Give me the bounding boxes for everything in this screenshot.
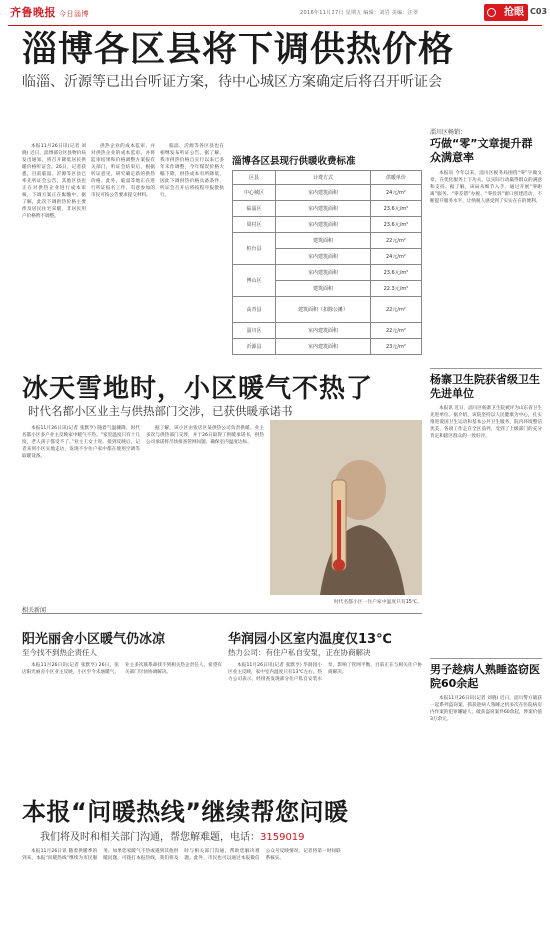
right-headline-3: 男子趁病人熟睡盗窃医院60余起	[430, 663, 540, 690]
photo-caption: 时代名都小区一住户家中温度只有15℃。	[333, 600, 422, 605]
table-cell: 22元/m²	[370, 297, 421, 323]
table-cell: 建筑面积	[276, 281, 371, 297]
masthead: 齐鲁晚报 今日淄博	[10, 6, 89, 19]
related-headline-b: 华润园小区室内温度仅13℃	[228, 632, 392, 647]
photo-illustration	[270, 420, 422, 595]
table-row	[233, 339, 422, 355]
table-row	[233, 201, 422, 217]
story2-subhead: 时代名都小区业主与供热部门交涉，已获供暖承诺书	[28, 404, 293, 418]
table-cell: 博山区	[233, 265, 276, 297]
table-cell: 淄川区	[233, 323, 276, 339]
table-cell: 高青县	[233, 297, 276, 323]
table-row	[233, 297, 422, 323]
masthead-sub: 今日淄博	[59, 10, 89, 18]
story3-headline: 本报“问暖热线”继续帮您问暖	[22, 798, 349, 826]
divider	[22, 613, 422, 614]
table-cell: 22.3元/m²	[370, 281, 421, 297]
table-title: 淄博各区县现行供暖收费标准	[232, 156, 356, 167]
right-column-text-2: 本报讯 近日，淄川区杨寨卫生院被评为山东省卫生先进单位。据介绍，该院坚持以人民健康为中心，扎实推进爱国卫生运动和基本公共卫生服务，院内环境整洁优美，各项工作走在全区前列，受到了上级部门的充分肯定和辖区群众的一致好评。	[430, 406, 542, 439]
table-cell: 室内建筑面积	[276, 185, 371, 201]
table-header-cell: 区县	[233, 171, 276, 185]
header-rule	[8, 25, 542, 26]
table-cell: 室内建筑面积	[276, 201, 371, 217]
table-header-cell: 计费方式	[276, 171, 371, 185]
table-cell: 桓台县	[233, 233, 276, 265]
table-header-row	[233, 171, 422, 185]
table-cell: 建筑面积（扣除公摊）	[276, 297, 371, 323]
table-row	[233, 233, 422, 249]
hotline-number: 3159019	[260, 832, 305, 843]
main-subhead: 临淄、沂源等已出台听证方案，待中心城区方案确定后将召开听证会	[22, 74, 442, 90]
table-row	[233, 265, 422, 281]
story2-column-1: 本报11月26日讯(记者 张默亨) 随着气温骤降，时代名都小区多户业主反映家中暖气不热。“家里温度只有十几度，老人孩子都受不了。”业主王女士说。接到反映后，记者来到小区实地走访，发现不少住户家中都在使用空调等取暖设备。	[22, 426, 140, 459]
table-cell: 周村区	[233, 217, 276, 233]
eye-icon	[487, 8, 496, 17]
related-text-b: 本报11月26日讯(记者 张默亨) 华润园小区业主反映，家中室内温度只有13℃左右。热力公司表示，经排查发现部分住户私自安装水泵，影响了管网平衡，目前正在与相关住户协商解决。	[228, 663, 422, 682]
story1-column-2: 供热企业的成本监审，并对供热企业的成本监审，并将监审结果和价格调整方案报有关部门，听证会结束后，根据听证意见，研究确定新的供热价格。此外，临淄等地正在进行听证报名工作，有意参加的市民可按公告要求提交材料。	[91, 144, 155, 198]
story1-column-3: 临淄、沂源等各区县也在相继发布听证公告。据了解，我市供热价格自实行以来已多年未作调整，今年煤炭价格大幅下降，供热成本有所降低，因此下调供热价格具备条件，听证会召开后将按程序报批执行。	[160, 144, 224, 198]
table-cell: 室内建筑面积	[276, 339, 371, 355]
thermometer-photo	[270, 420, 422, 595]
table-cell: 室内建筑面积	[276, 249, 371, 265]
table-cell: 室内建筑面积	[276, 323, 371, 339]
related-subhead-b: 热力公司：有住户私自安泵，正在协商解决	[228, 648, 371, 657]
table-cell: 23元/m²	[370, 339, 421, 355]
right-column-text-1: 本报讯 今年以来，淄川区税务局围绕“零”字做文章，在优化服务上下功夫，以实际行动赢得群众的满意和支持。据了解，该局从细节入手，通过开展“零距离”服务、“零差错”办税、“零投诉”窗口创建活动，不断提升服务水平，让纳税人感受到了实实在在的便利。	[430, 171, 542, 204]
related-subhead-a: 至今找不到热企责任人	[22, 648, 97, 657]
table-cell: 室内建筑面积	[276, 265, 371, 281]
table-cell: 沂源县	[233, 339, 276, 355]
table-cell: 室内建筑面积	[276, 217, 371, 233]
table-cell: 24元/m²	[370, 249, 421, 265]
table-cell: 22元/m²	[370, 323, 421, 339]
table-row	[233, 185, 422, 201]
table-row	[233, 217, 422, 233]
story1-column-1: 本报11月26日讯(记者 刘晓) 近日，淄博部分区县物价局发出通知，将召开降低居民供暖价格听证会。26日，记者获悉，目前临淄、沂源等区县已率先听证会公告，其他区县也正在对供热企业进行成本审核，下调方案正在酝酿中。据了解，此次下调供热价格主要涉及居民住宅采暖，非居民用户价格暂不调整。	[22, 144, 86, 219]
divider	[430, 368, 542, 369]
right-headline-1: 巧做“零”文章提升群众满意率	[430, 137, 533, 164]
dateline: 2016年11月27日 星期五 编辑：刘岩 美编：汪翠	[300, 10, 419, 16]
table-cell: 23.6元/m²	[370, 201, 421, 217]
table-row	[233, 323, 422, 339]
divider	[430, 658, 542, 659]
table-cell: 临淄区	[233, 201, 276, 217]
table-cell: 23.6元/m²	[370, 217, 421, 233]
table-cell: 中心城区	[233, 185, 276, 201]
story3-text: 本报11月26日讯 随着供暖季的到来，本报“问暖热线”继续为市民服务。如果您家暖气不热或遇到其他供暖问题，可拨打本报热线，我们将及时与相关部门沟通，帮助您解决难题。此外，市民也可以通过本报微信公众号反映情况，记者将第一时间联系核实。	[22, 849, 341, 861]
table-cell: 24元/m²	[370, 185, 421, 201]
section-badge: 抢眼	[484, 4, 528, 21]
story2-column-2: 据了解，该小区由张店区某供热公司负责供暖。业主多次与供热部门交涉，并于26日取得了供暖承诺书，供热公司承诺将尽快排查管网问题，确保室内温度达标。	[146, 426, 264, 445]
story3-subhead: 我们将及时和相关部门沟通，帮您解难题，电话：3159019	[40, 832, 305, 843]
table-cell: 22元/m²	[370, 233, 421, 249]
right-column-label: 淄川区畅销：	[430, 129, 467, 136]
related-news-label: 相关新闻	[22, 607, 47, 614]
right-headline-2: 杨寨卫生院获省级卫生先进单位	[430, 373, 540, 400]
table-cell: 建筑面积	[276, 233, 371, 249]
right-column-text-3: 本报11月26日讯(记者 刘晓) 近日，淄川警方破获一起系列盗窃案，抓获趁病人熟睡之机多次在医院病房内作案的犯罪嫌疑人，破获盗窃案件60余起，涉案价值3万余元。	[430, 696, 542, 722]
story2-headline: 冰天雪地时，小区暖气不热了	[22, 374, 374, 404]
related-headline-a: 阳光丽舍小区暖气仍冰凉	[22, 632, 166, 647]
page-number: C03	[530, 7, 548, 16]
main-headline: 淄博各区县将下调供热价格	[22, 30, 455, 70]
related-text-a: 本报11月26日讯(记者 张默亨) 26日，张店阳光丽舍小区业主反映，小区至今未通暖气，业主多次联系却找不到相关热企责任人，希望有关部门尽快协调解决。	[22, 663, 222, 675]
heating-price-table	[232, 170, 422, 355]
table-header-cell: 供暖单价	[370, 171, 421, 185]
table-cell: 23.6元/m²	[370, 265, 421, 281]
